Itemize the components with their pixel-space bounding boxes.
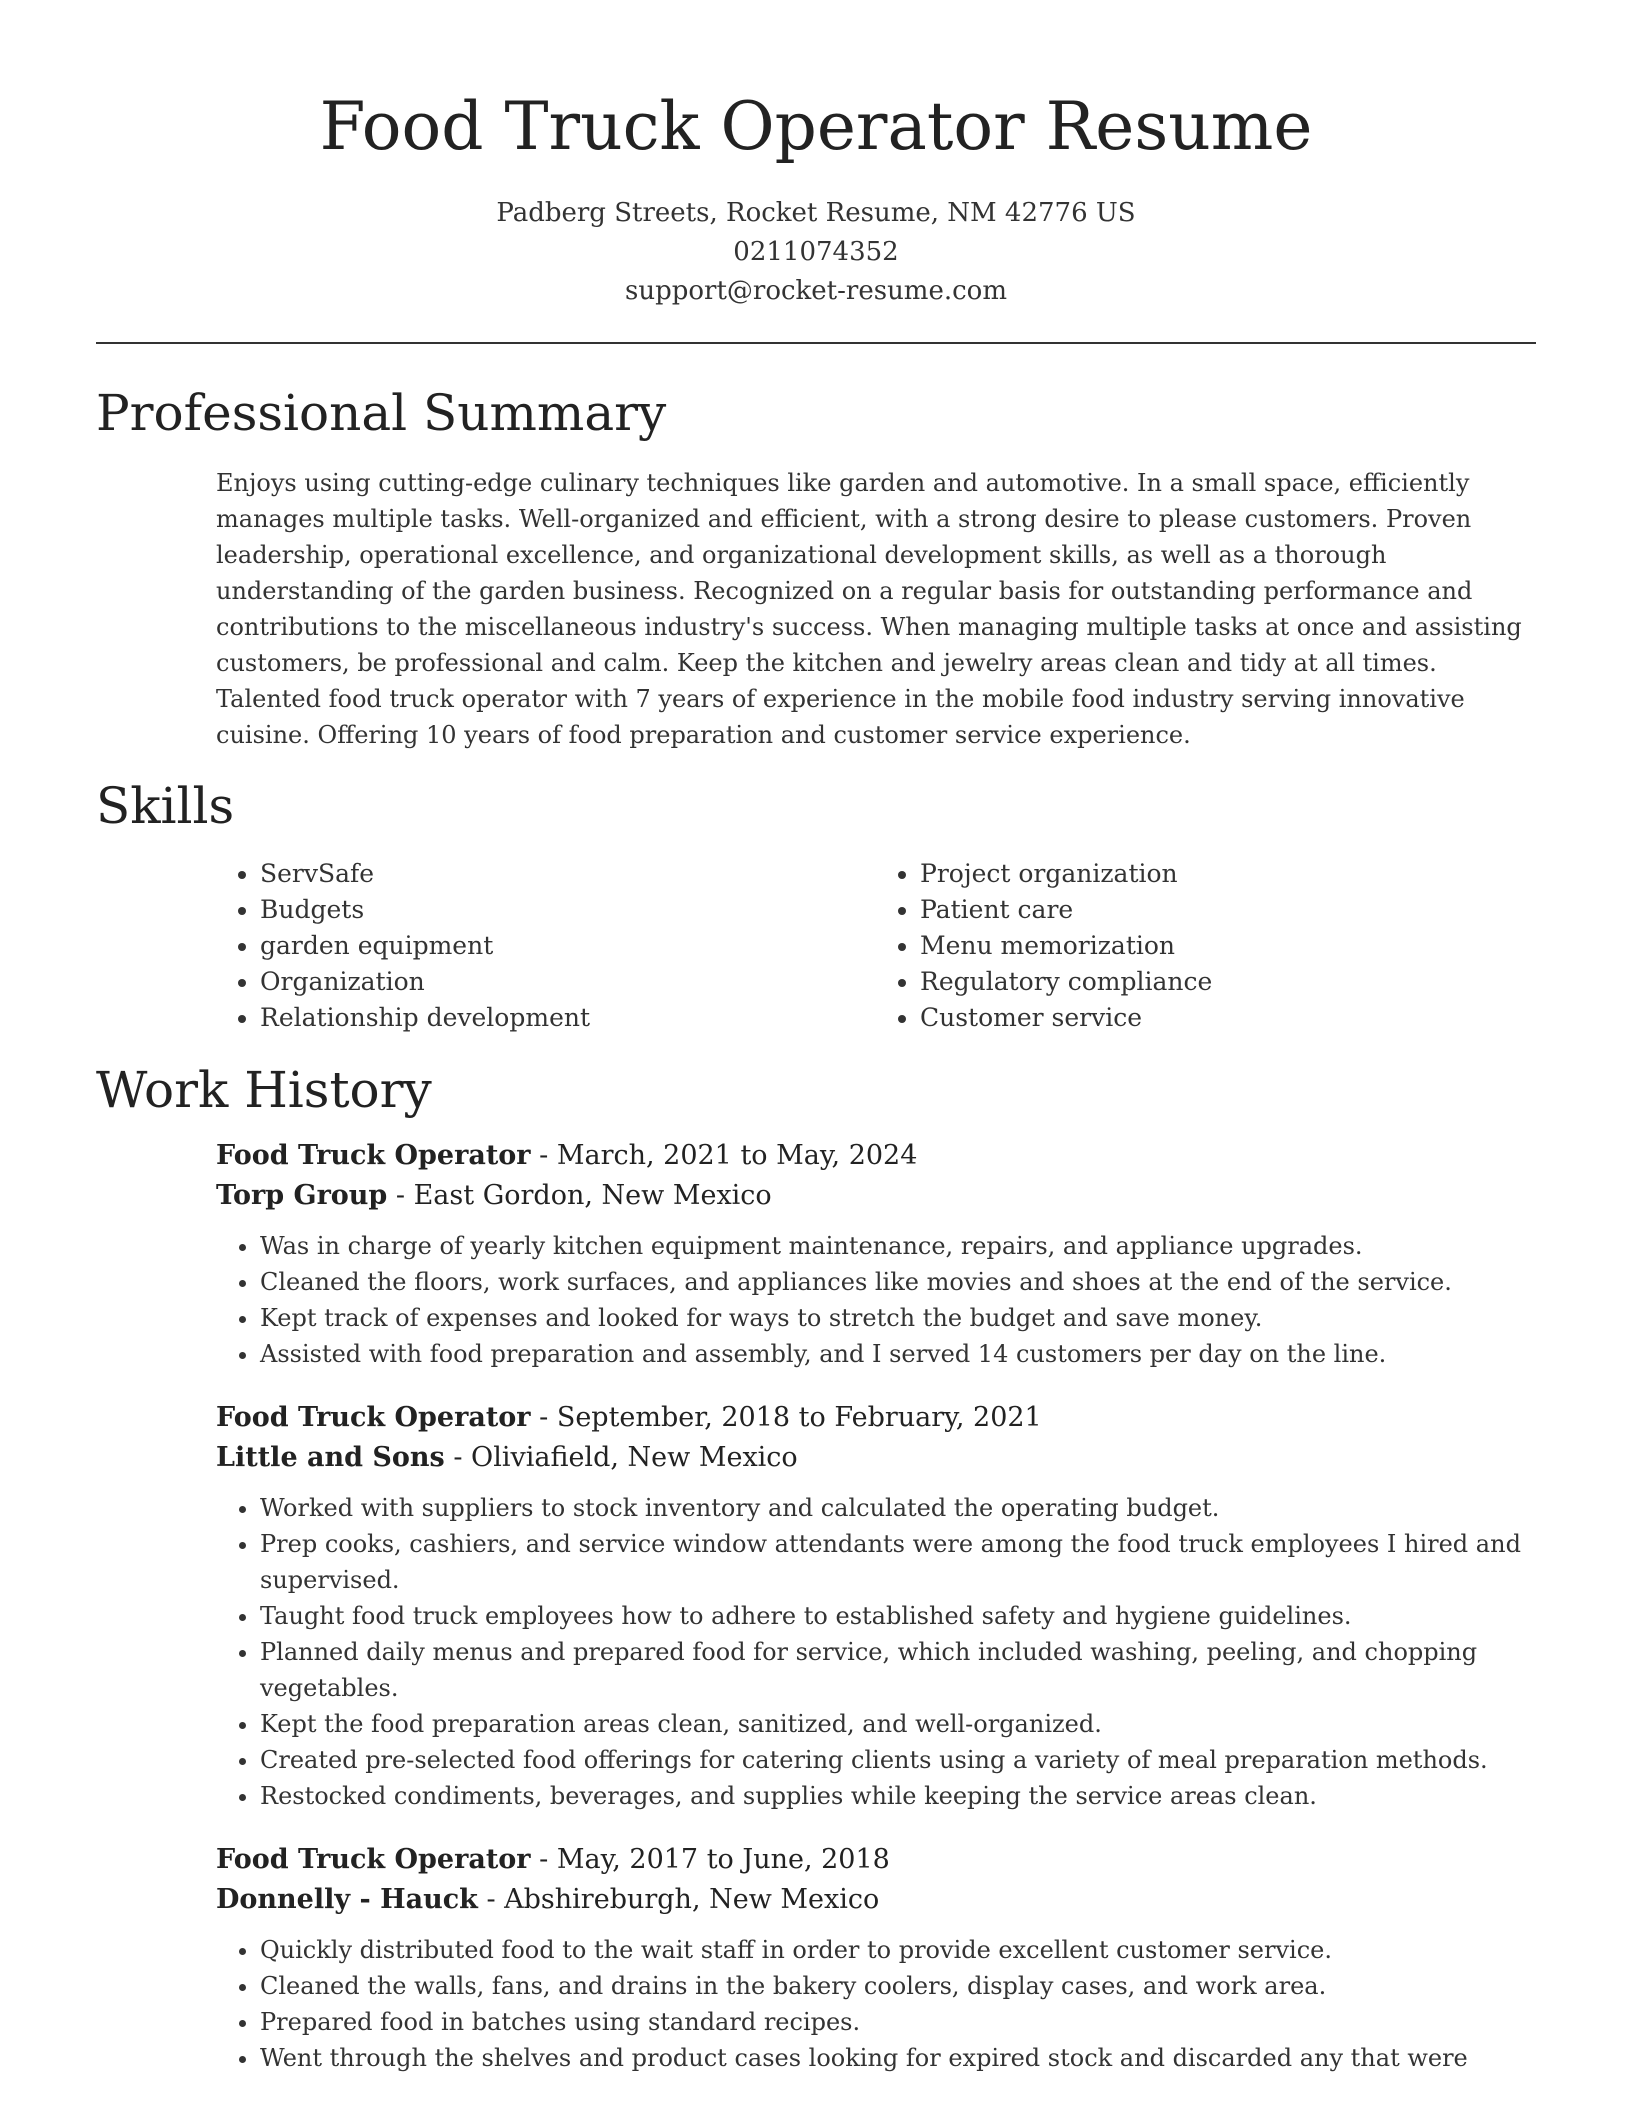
skill-item: • Organization [260, 964, 876, 1000]
job-bullets [216, 1228, 1536, 1372]
job-bullet: • Went through the shelves and product cases looking for expired stock and discarded any that were [260, 2040, 1536, 2076]
contact-address: Padberg Streets, Rocket Resume, NM 42776 US [496, 198, 1136, 228]
job-bullet: • Created pre-selected food offerings for catering clients using a variety of meal preparation methods. [260, 1742, 1536, 1778]
skills-list-left [216, 856, 876, 1036]
job-dates: - March, 2021 to May, 2024 [530, 1140, 918, 1171]
job-bullet: • Prep cooks, cashiers, and service window attendants were among the food truck employees I hired and supervised. [260, 1526, 1536, 1598]
job-company-line [216, 1880, 1536, 1920]
job-role: Food Truck Operator [216, 1140, 531, 1171]
job-role: Food Truck Operator [216, 1844, 531, 1875]
skills-grid [216, 856, 1536, 1036]
contact-block [0, 194, 1632, 311]
contact-email: support@rocket-resume.com [624, 276, 1007, 306]
summary-text: Enjoys using cutting-edge culinary techniques like garden and automotive. In a small space, efficiently manages multiple tasks. Well-organized and efficient, with a strong desire to please customers. Proven leadership, operational excellence, and organizational development skills, as well as a thorough understanding of the garden business. Recognized on a regular basis for outstanding performance and contributions to the miscellaneous industry's success. When managing multiple tasks at once and assisting customers, be professional and calm. Keep the kitchen and jewelry areas clean and tidy at all times. Talented food truck operator with 7 years of experience in the mobile food industry serving innovative cuisine. Offering 10 years of food preparation and customer service experience. [216, 469, 1522, 749]
job-bullets [216, 1490, 1536, 1814]
skills-heading: Skills [96, 777, 235, 835]
skill-item: • Project organization [920, 856, 1536, 892]
skill-item: • Customer service [920, 1000, 1536, 1036]
job-bullet: • Planned daily menus and prepared food for service, which included washing, peeling, and chopping vegetables. [260, 1634, 1536, 1706]
job-entry [216, 1136, 1536, 1372]
job-company-line [216, 1176, 1536, 1216]
job-bullet: • Was in charge of yearly kitchen equipment maintenance, repairs, and appliance upgrades. [260, 1228, 1536, 1264]
header-divider [96, 342, 1536, 344]
job-bullet: • Kept track of expenses and looked for ways to stretch the budget and save money. [260, 1300, 1536, 1336]
job-role: Food Truck Operator [216, 1402, 531, 1433]
skill-item: • ServSafe [260, 856, 876, 892]
job-company: Donnelly - Hauck [216, 1884, 478, 1915]
job-title-line [216, 1136, 1536, 1176]
job-bullet: • Assisted with food preparation and assembly, and I served 14 customers per day on the line. [260, 1336, 1536, 1372]
skill-item: • Budgets [260, 892, 876, 928]
job-dates: - May, 2017 to June, 2018 [530, 1844, 890, 1875]
job-title-line [216, 1840, 1536, 1880]
job-company: Torp Group [216, 1180, 388, 1211]
job-location: - Oliviafield, New Mexico [444, 1442, 798, 1473]
skill-item: • garden equipment [260, 928, 876, 964]
job-title-line [216, 1398, 1536, 1438]
job-bullet: • Cleaned the walls, fans, and drains in the bakery coolers, display cases, and work area. [260, 1968, 1536, 2004]
skill-item: • Regulatory compliance [920, 964, 1536, 1000]
job-entry [216, 1398, 1536, 1814]
job-bullet: • Restocked condiments, beverages, and supplies while keeping the service areas clean. [260, 1778, 1536, 1814]
job-location: - East Gordon, New Mexico [387, 1180, 772, 1211]
resume-title: Food Truck Operator Resume [319, 88, 1313, 165]
skill-item: • Patient care [920, 892, 1536, 928]
job-company-line [216, 1438, 1536, 1478]
work-history-section [96, 1060, 1536, 2076]
skill-item: • Menu memorization [920, 928, 1536, 964]
contact-phone: 0211074352 [733, 237, 899, 267]
job-bullet: • Prepared food in batches using standard recipes. [260, 2004, 1536, 2040]
job-bullet: • Taught food truck employees how to adhere to established safety and hygiene guidelines. [260, 1598, 1536, 1634]
job-bullet: • Kept the food preparation areas clean, sanitized, and well-organized. [260, 1706, 1536, 1742]
job-bullet: • Worked with suppliers to stock inventory and calculated the operating budget. [260, 1490, 1536, 1526]
work-history-heading: Work History [96, 1061, 432, 1119]
job-bullet: • Quickly distributed food to the wait staff in order to provide excellent customer service. [260, 1932, 1536, 1968]
skills-list-right [876, 856, 1536, 1036]
summary-heading: Professional Summary [96, 384, 667, 442]
job-location: - Abshireburgh, New Mexico [477, 1884, 880, 1915]
job-company: Little and Sons [216, 1442, 445, 1473]
resume-header [0, 0, 1632, 311]
job-dates: - September, 2018 to February, 2021 [530, 1402, 1042, 1433]
job-bullet: • Cleaned the floors, work surfaces, and appliances like movies and shoes at the end of the service. [260, 1264, 1536, 1300]
job-entry [216, 1840, 1536, 2076]
skills-section [96, 776, 1536, 1036]
summary-section [96, 383, 1536, 753]
skill-item: • Relationship development [260, 1000, 876, 1036]
job-bullets [216, 1932, 1536, 2076]
